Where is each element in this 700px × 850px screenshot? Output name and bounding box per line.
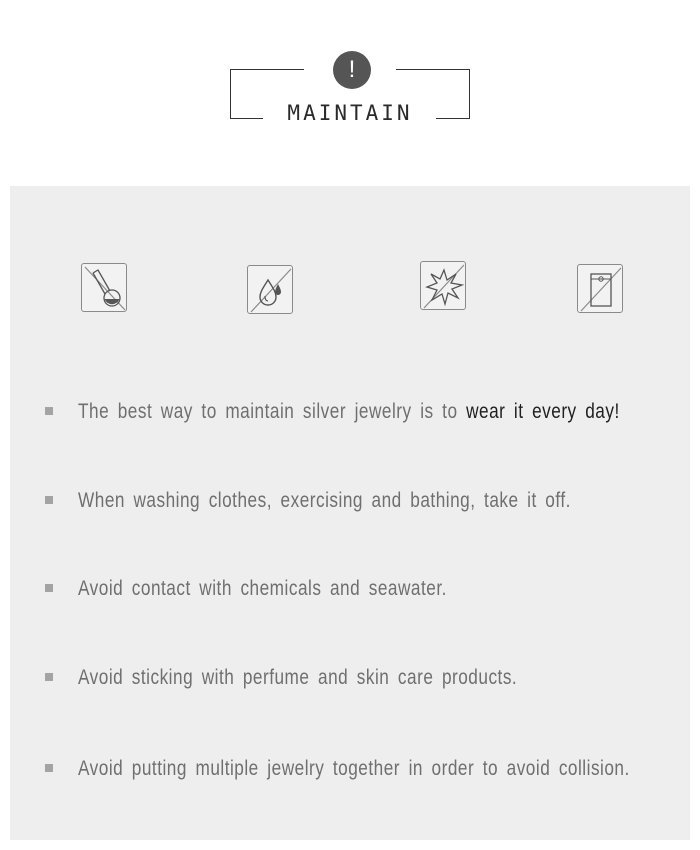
no-water-icon bbox=[247, 265, 293, 314]
tip-text: Avoid putting multiple jewelry together in order to avoid collision. bbox=[78, 757, 630, 780]
tip-text: When washing clothes, exercising and bathing, take it off. bbox=[78, 489, 571, 512]
bullet-square-icon bbox=[45, 496, 53, 504]
no-perfume-icon bbox=[577, 264, 623, 313]
maintain-header bbox=[0, 0, 700, 185]
care-panel bbox=[10, 186, 690, 840]
bullet-square-icon bbox=[45, 407, 53, 415]
bullet-square-icon bbox=[45, 673, 53, 681]
list-item bbox=[10, 398, 690, 426]
page-title: MAINTAIN bbox=[287, 101, 413, 125]
tip-text: Avoid sticking with perfume and skin care products. bbox=[78, 666, 518, 689]
list-item bbox=[10, 664, 690, 692]
list-item bbox=[10, 755, 690, 783]
no-chemicals-icon bbox=[81, 263, 127, 312]
tip-text: Avoid contact with chemicals and seawater. bbox=[78, 577, 447, 600]
bullet-square-icon bbox=[45, 584, 53, 592]
bullet-square-icon bbox=[45, 764, 53, 772]
tip-text bbox=[78, 398, 620, 426]
header-frame-left bbox=[230, 69, 263, 119]
tip-emphasis: wear it every day! bbox=[466, 400, 620, 423]
list-item bbox=[10, 575, 690, 603]
header-frame-right bbox=[436, 69, 470, 119]
tip-text-main: The best way to maintain silver jewelry is to bbox=[78, 400, 467, 423]
exclamation-icon: ! bbox=[333, 51, 371, 89]
no-collision-icon bbox=[420, 261, 466, 310]
list-item bbox=[10, 487, 690, 515]
